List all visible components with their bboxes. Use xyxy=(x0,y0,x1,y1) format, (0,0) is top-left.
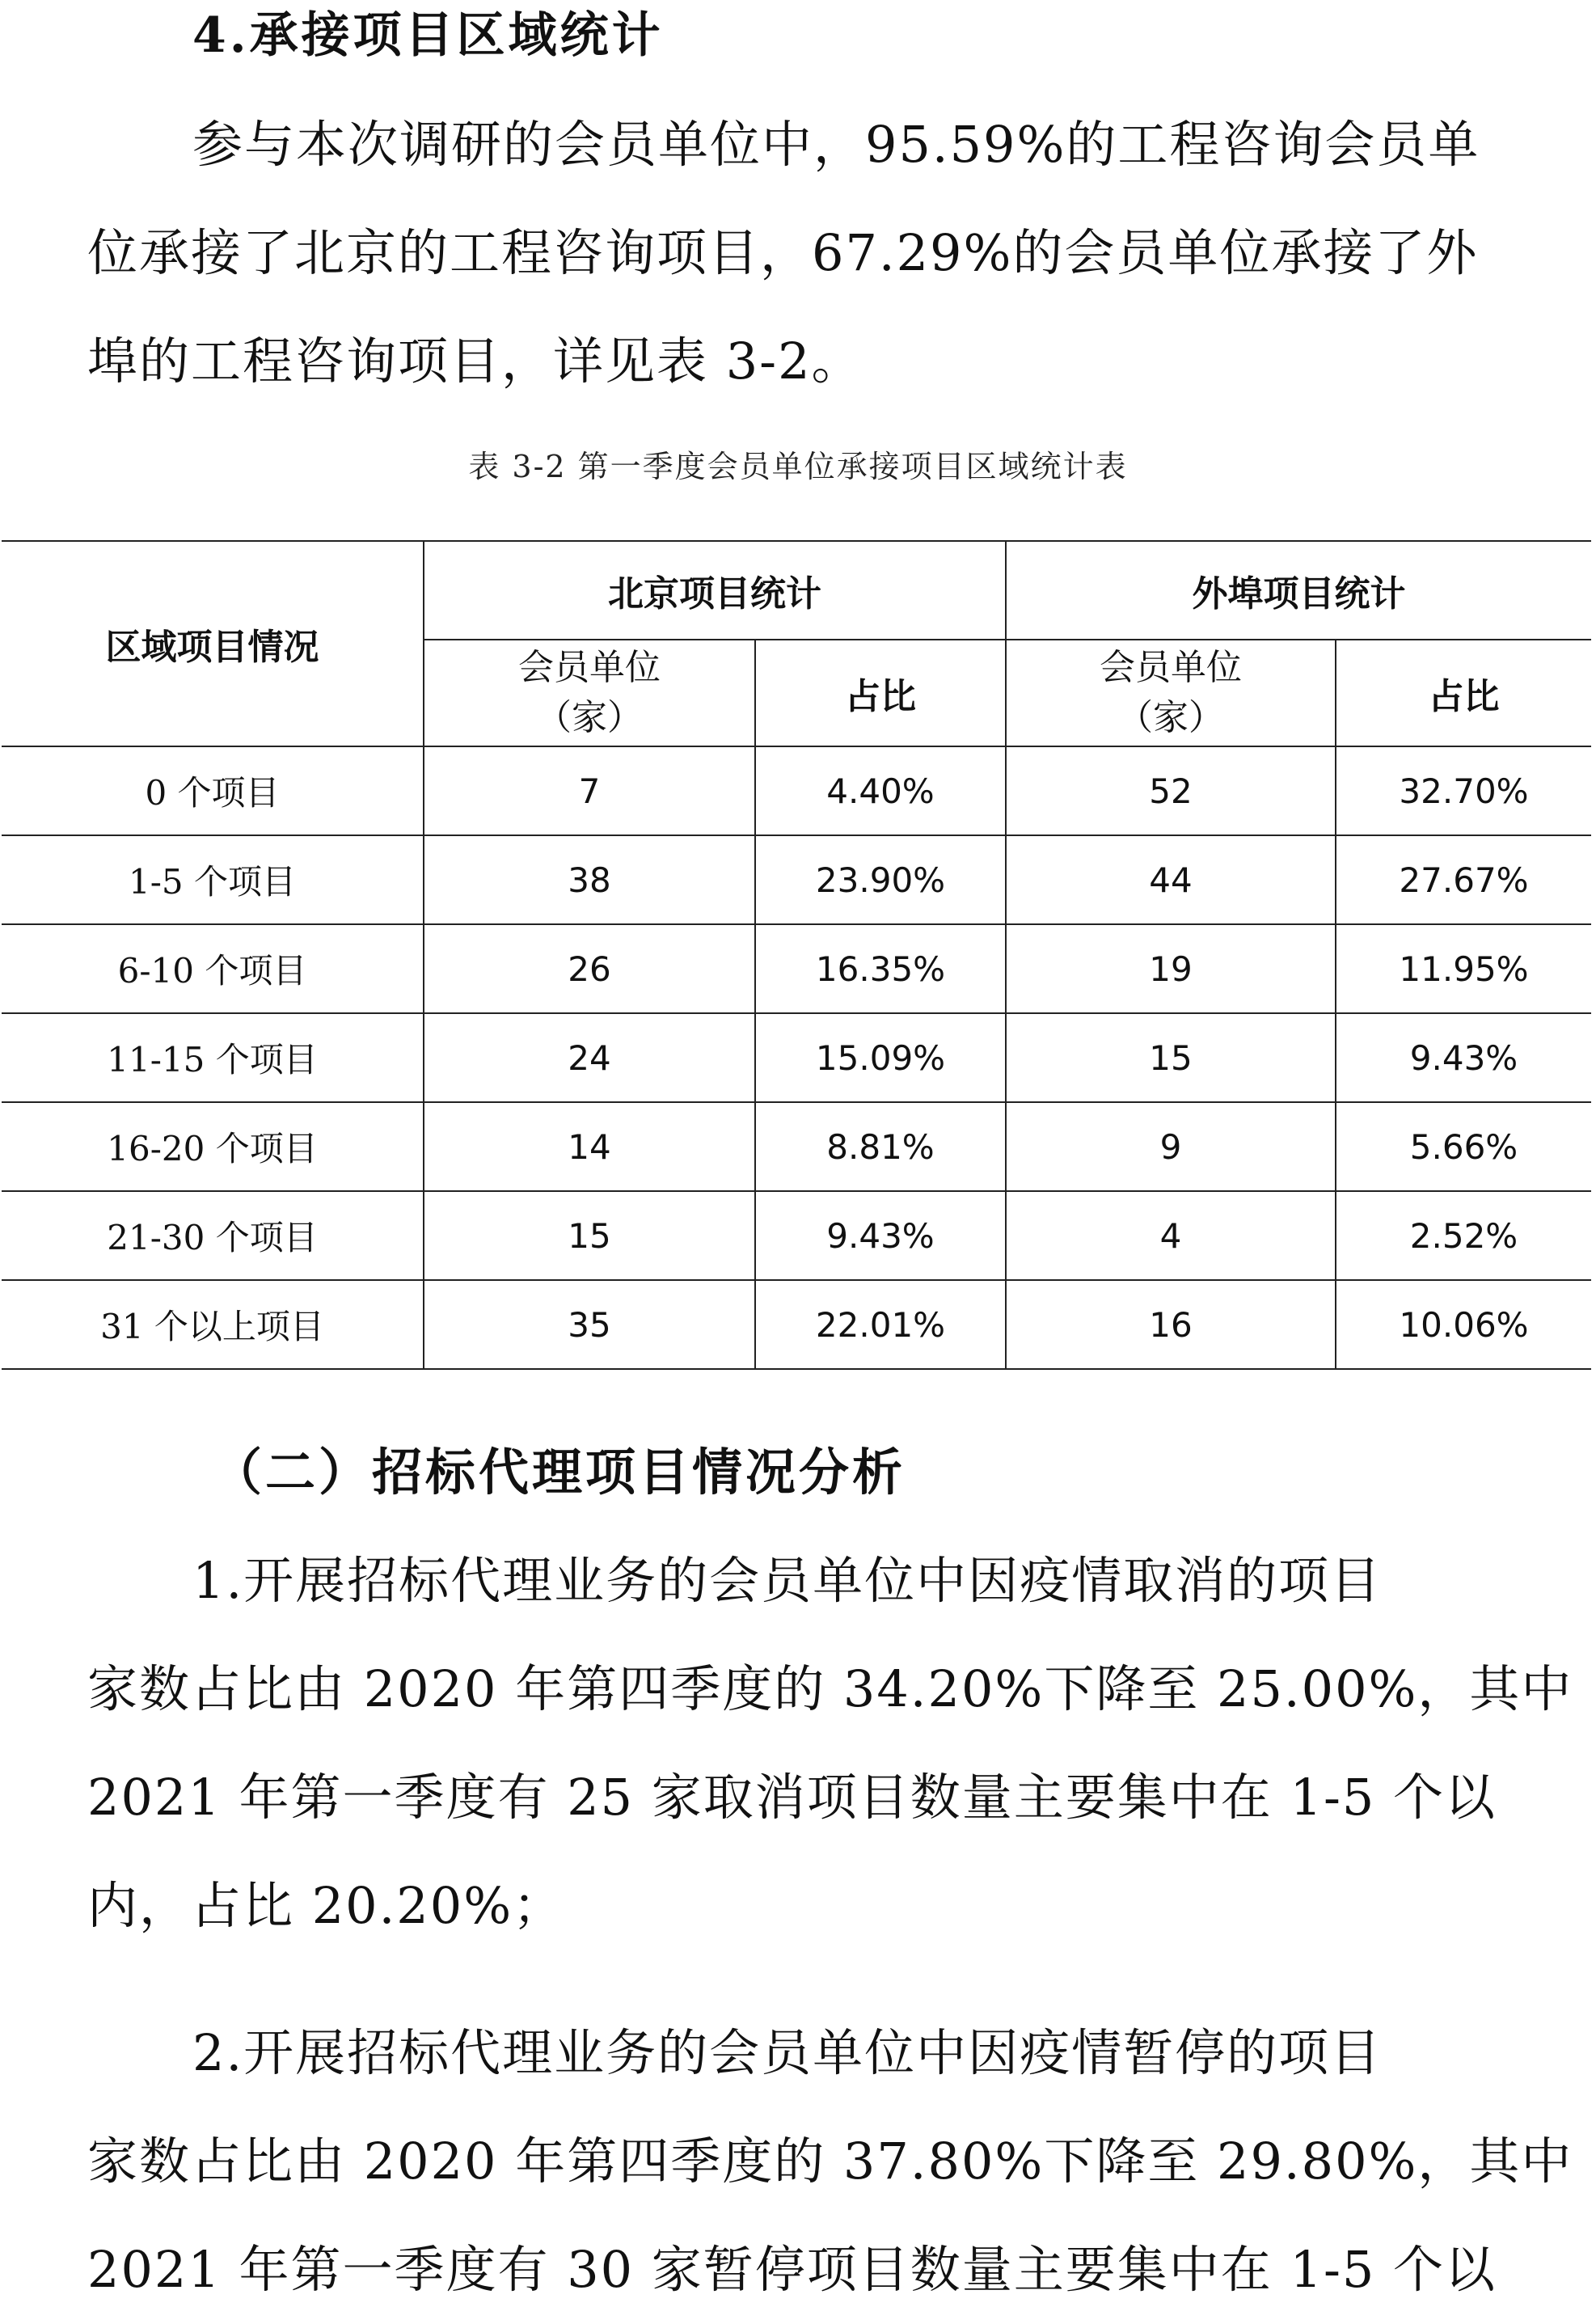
row-label: 11-15 个项目 xyxy=(2,1013,424,1102)
outside-count-cell: 15 xyxy=(1006,1013,1336,1102)
table-row xyxy=(2,1102,1591,1191)
column-header-beijing-ratio: 占比 xyxy=(755,640,1006,746)
table-row xyxy=(2,924,1591,1013)
beijing-count-cell: 7 xyxy=(424,746,755,835)
table-row-header: 区域项目情况 xyxy=(2,541,424,746)
outside-ratio-cell: 10.06% xyxy=(1336,1280,1591,1369)
beijing-count-cell: 15 xyxy=(424,1191,755,1280)
outside-count-cell: 19 xyxy=(1006,924,1336,1013)
beijing-ratio-cell: 15.09% xyxy=(755,1013,1006,1102)
outside-ratio-cell: 11.95% xyxy=(1336,924,1591,1013)
row-label: 31 个以上项目 xyxy=(2,1280,424,1369)
section-heading-project-region: 4.承接项目区域统计 xyxy=(192,7,664,64)
paragraph-line: 2021 年第一季度有 25 家取消项目数量主要集中在 1-5 个以 xyxy=(87,1768,1497,1827)
table-row xyxy=(2,746,1591,835)
section-heading-bidding-agency: （二）招标代理项目情况分析 xyxy=(212,1443,906,1502)
region-statistics-table xyxy=(2,540,1591,1370)
outside-count-cell: 16 xyxy=(1006,1280,1336,1369)
paragraph-line: 家数占比由 2020 年第四季度的 37.80%下降至 29.80%，其中 xyxy=(87,2132,1573,2191)
paragraph-line: 家数占比由 2020 年第四季度的 34.20%下降至 25.00%，其中 xyxy=(87,1659,1573,1718)
paragraph-line: 2021 年第一季度有 30 家暂停项目数量主要集中在 1-5 个以 xyxy=(87,2240,1497,2299)
beijing-ratio-cell: 4.40% xyxy=(755,746,1006,835)
outside-ratio-cell: 2.52% xyxy=(1336,1191,1591,1280)
paragraph-line: 2.开展招标代理业务的会员单位中因疫情暂停的项目 xyxy=(192,2023,1383,2082)
row-label: 1-5 个项目 xyxy=(2,835,424,924)
beijing-count-cell: 14 xyxy=(424,1102,755,1191)
outside-ratio-cell: 27.67% xyxy=(1336,835,1591,924)
row-label: 16-20 个项目 xyxy=(2,1102,424,1191)
row-label: 21-30 个项目 xyxy=(2,1191,424,1280)
paragraph-item-2 xyxy=(87,1999,1573,2324)
column-header-outside-ratio: 占比 xyxy=(1336,640,1591,746)
table-row xyxy=(2,1013,1591,1102)
table-group-outside: 外埠项目统计 xyxy=(1006,541,1591,640)
row-label: 0 个项目 xyxy=(2,746,424,835)
table-row xyxy=(2,1191,1591,1280)
paragraph-region-summary xyxy=(87,91,1510,416)
beijing-count-cell: 38 xyxy=(424,835,755,924)
table-group-beijing: 北京项目统计 xyxy=(424,541,1006,640)
beijing-ratio-cell: 16.35% xyxy=(755,924,1006,1013)
column-header-line: （家） xyxy=(1117,697,1224,738)
table-caption: 表 3-2 第一季度会员单位承接项目区域统计表 xyxy=(468,449,1128,484)
paragraph-line: 内，占比 20.20%； xyxy=(87,1876,565,1935)
outside-ratio-cell: 9.43% xyxy=(1336,1013,1591,1102)
outside-count-cell: 52 xyxy=(1006,746,1336,835)
paragraph-line: 位承接了北京的工程咨询项目，67.29%的会员单位承接了外 xyxy=(87,223,1479,282)
beijing-ratio-cell: 23.90% xyxy=(755,835,1006,924)
paragraph-item-1 xyxy=(87,1527,1573,1960)
column-header-outside-count xyxy=(1006,640,1336,746)
outside-count-cell: 44 xyxy=(1006,835,1336,924)
beijing-ratio-cell: 8.81% xyxy=(755,1102,1006,1191)
column-header-line: 会员单位 xyxy=(1100,647,1242,688)
column-header-line: （家） xyxy=(536,697,643,738)
outside-count-cell: 4 xyxy=(1006,1191,1336,1280)
column-header-line: 会员单位 xyxy=(518,647,661,688)
paragraph-line: 参与本次调研的会员单位中，95.59%的工程咨询会员单 xyxy=(192,115,1480,174)
column-header-beijing-count xyxy=(424,640,755,746)
row-label: 6-10 个项目 xyxy=(2,924,424,1013)
paragraph-line: 1.开展招标代理业务的会员单位中因疫情取消的项目 xyxy=(192,1551,1383,1610)
beijing-count-cell: 26 xyxy=(424,924,755,1013)
beijing-ratio-cell: 9.43% xyxy=(755,1191,1006,1280)
paragraph-line: 埠的工程咨询项目，详见表 3-2。 xyxy=(87,332,863,391)
outside-ratio-cell: 5.66% xyxy=(1336,1102,1591,1191)
outside-count-cell: 9 xyxy=(1006,1102,1336,1191)
table-row xyxy=(2,835,1591,924)
outside-ratio-cell: 32.70% xyxy=(1336,746,1591,835)
beijing-count-cell: 24 xyxy=(424,1013,755,1102)
beijing-ratio-cell: 22.01% xyxy=(755,1280,1006,1369)
table-row xyxy=(2,1280,1591,1369)
beijing-count-cell: 35 xyxy=(424,1280,755,1369)
